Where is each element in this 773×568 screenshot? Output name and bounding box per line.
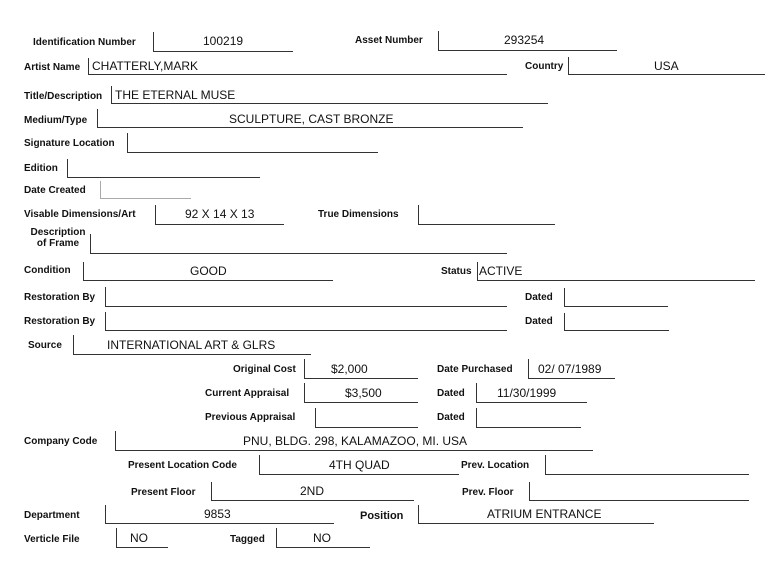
tagged-label: Tagged [230, 534, 265, 545]
restoration-by-1-label: Restoration By [24, 292, 96, 303]
restoration-by-2-label: Restoration By [24, 316, 96, 327]
present-floor-label: Present Floor [131, 487, 196, 498]
original-cost-value: $2,000 [331, 362, 368, 376]
current-appraisal-dated-value: 11/30/1999 [497, 386, 557, 400]
identification-number-value: 100219 [203, 34, 244, 48]
position-label: Position [360, 510, 404, 522]
date-purchased-label: Date Purchased [437, 364, 513, 375]
asset-number-label: Asset Number [355, 35, 423, 46]
prev-location-field[interactable] [545, 455, 749, 475]
description-of-frame-label-line1: Description [30, 227, 86, 238]
true-dimensions-field[interactable] [418, 205, 555, 225]
current-appraisal-dated-label: Dated [437, 388, 465, 399]
verticle-file-label: Verticle File [24, 534, 80, 545]
status-value: ACTIVE [479, 264, 523, 278]
edition-label: Edition [24, 163, 58, 174]
position-value: ATRIUM ENTRANCE [487, 507, 602, 521]
present-floor-value: 2ND [300, 484, 325, 498]
present-location-code-label: Present Location Code [128, 460, 237, 471]
restoration-by-1-field[interactable] [105, 287, 507, 307]
company-code-value: PNU, BLDG. 298, KALAMAZOO, MI. USA [243, 434, 468, 448]
restoration-2-dated-label: Dated [525, 316, 553, 327]
description-of-frame-label-line2: of Frame [36, 238, 80, 249]
prev-floor-label: Prev. Floor [462, 487, 514, 498]
visable-dimensions-value: 92 X 14 X 13 [185, 207, 255, 221]
condition-label: Condition [24, 265, 71, 276]
signature-location-label: Signature Location [24, 138, 115, 149]
identification-number-label: Identification Number [33, 37, 136, 48]
current-appraisal-value: $3,500 [345, 386, 382, 400]
department-label: Department [24, 510, 80, 521]
department-value: 9853 [204, 507, 231, 521]
artist-name-value: CHATTERLY,MARK [92, 59, 199, 73]
previous-appraisal-label: Previous Appraisal [205, 412, 296, 423]
original-cost-label: Original Cost [233, 364, 296, 375]
date-created-label: Date Created [24, 185, 86, 196]
signature-location-field[interactable] [127, 133, 378, 153]
asset-number-value: 293254 [504, 33, 545, 47]
tagged-value: NO [313, 531, 331, 545]
source-label: Source [28, 340, 62, 351]
restoration-by-2-field[interactable] [105, 312, 507, 331]
date-created-field[interactable] [100, 181, 191, 199]
restoration-1-dated-field[interactable] [564, 288, 668, 307]
present-location-code-value: 4TH QUAD [329, 458, 390, 472]
previous-appraisal-dated-label: Dated [437, 412, 465, 423]
country-value: USA [654, 59, 679, 73]
medium-type-label: Medium/Type [24, 115, 88, 126]
condition-value: GOOD [190, 264, 227, 278]
edition-field[interactable] [67, 159, 260, 178]
source-value: INTERNATIONAL ART & GLRS [107, 338, 276, 352]
current-appraisal-label: Current Appraisal [205, 388, 290, 399]
title-description-value: THE ETERNAL MUSE [115, 88, 236, 102]
previous-appraisal-dated-field[interactable] [476, 408, 581, 428]
description-of-frame-field[interactable] [90, 234, 507, 254]
title-description-label: Title/Description [24, 91, 103, 102]
artist-name-label: Artist Name [24, 62, 81, 73]
prev-location-label: Prev. Location [461, 460, 530, 471]
restoration-2-dated-field[interactable] [564, 313, 669, 331]
description-of-frame-label [26, 227, 90, 249]
visable-dimensions-label: Visable Dimensions/Art [24, 209, 136, 220]
previous-appraisal-field[interactable] [315, 408, 418, 428]
true-dimensions-label: True Dimensions [318, 209, 399, 220]
country-label: Country [525, 61, 564, 72]
date-purchased-value: 02/ 07/1989 [538, 362, 602, 376]
status-label: Status [441, 266, 472, 277]
medium-type-value: SCULPTURE, CAST BRONZE [229, 112, 394, 126]
restoration-1-dated-label: Dated [525, 292, 553, 303]
verticle-file-value: NO [130, 531, 148, 545]
prev-floor-field[interactable] [529, 482, 749, 501]
company-code-label: Company Code [24, 436, 98, 447]
